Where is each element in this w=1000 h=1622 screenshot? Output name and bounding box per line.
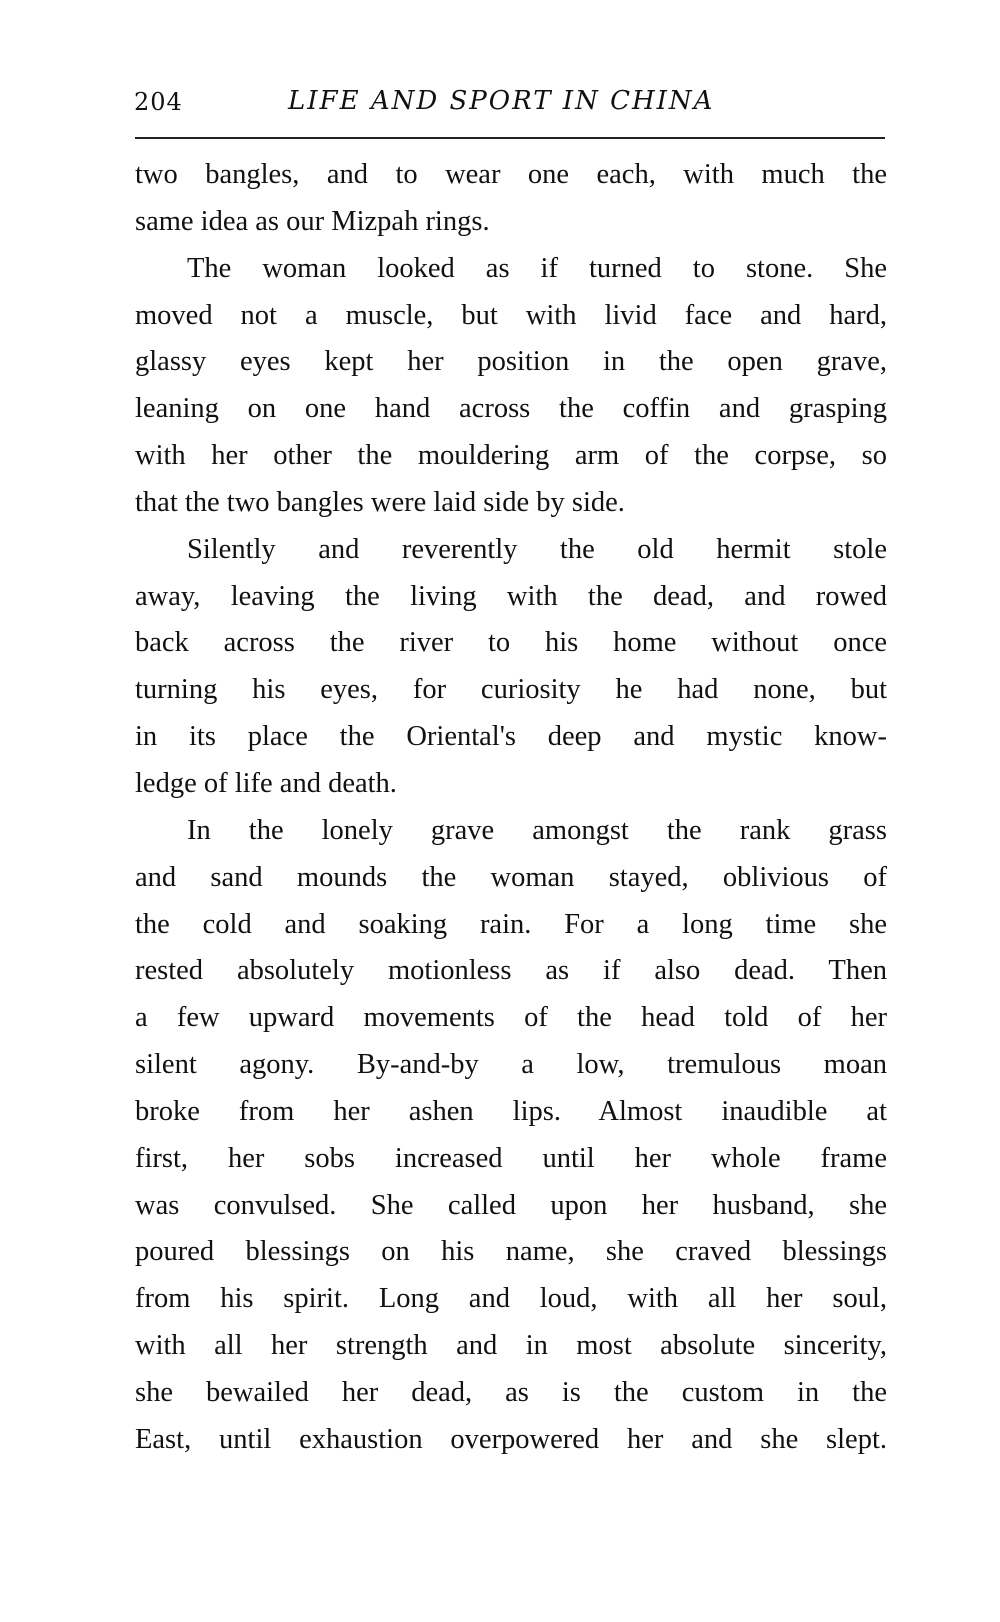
text-line: moved not a muscle, but with livid face and hard, xyxy=(135,299,887,331)
text-line: glassy eyes kept her position in the open grave, xyxy=(135,346,887,378)
text-line: a few upward movements of the head told of her xyxy=(135,1002,887,1034)
text-line: turning his eyes, for curiosity he had none, but xyxy=(135,674,887,706)
text-line: ledge of life and death. xyxy=(135,767,397,799)
body-text xyxy=(135,152,887,1464)
text-line: that the two bangles were laid side by side. xyxy=(135,486,625,518)
header-rule xyxy=(135,137,885,139)
text-line: with her other the mouldering arm of the corpse, so xyxy=(135,440,887,472)
text-line: Silently and reverently the old hermit stole xyxy=(187,533,887,565)
text-line: with all her strength and in most absolute sincerity, xyxy=(135,1330,887,1362)
text-line: first, her sobs increased until her whole frame xyxy=(135,1142,887,1174)
text-line: she bewailed her dead, as is the custom in the xyxy=(135,1376,887,1408)
text-line: two bangles, and to wear one each, with much the xyxy=(135,159,887,190)
text-line: silent agony. By-and-by a low, tremulous moan xyxy=(135,1049,887,1081)
text-line: poured blessings on his name, she craved blessings xyxy=(135,1236,887,1268)
text-line: In the lonely grave amongst the rank grass xyxy=(187,814,887,846)
text-line: in its place the Oriental's deep and mystic know- xyxy=(135,721,887,753)
running-title: LIFE AND SPORT IN CHINA xyxy=(288,86,715,116)
text-line: leaning on one hand across the coffin and grasping xyxy=(135,393,887,425)
text-line: same idea as our Mizpah rings. xyxy=(135,205,490,237)
text-line: back across the river to his home without once xyxy=(135,627,887,659)
text-line: and sand mounds the woman stayed, oblivious of xyxy=(135,861,887,893)
text-line: broke from her ashen lips. Almost inaudible at xyxy=(135,1095,887,1127)
text-line: rested absolutely motionless as if also dead. Then xyxy=(135,955,887,987)
text-line: The woman looked as if turned to stone. She xyxy=(187,252,887,284)
page-number: 204 xyxy=(134,88,183,116)
text-line: East, until exhaustion overpowered her and she slept. xyxy=(135,1423,887,1455)
text-line: the cold and soaking rain. For a long time she xyxy=(135,908,887,940)
text-line: was convulsed. She called upon her husband, she xyxy=(135,1189,887,1221)
text-line: from his spirit. Long and loud, with all her soul, xyxy=(135,1283,887,1315)
text-line: away, leaving the living with the dead, and rowed xyxy=(135,580,887,612)
